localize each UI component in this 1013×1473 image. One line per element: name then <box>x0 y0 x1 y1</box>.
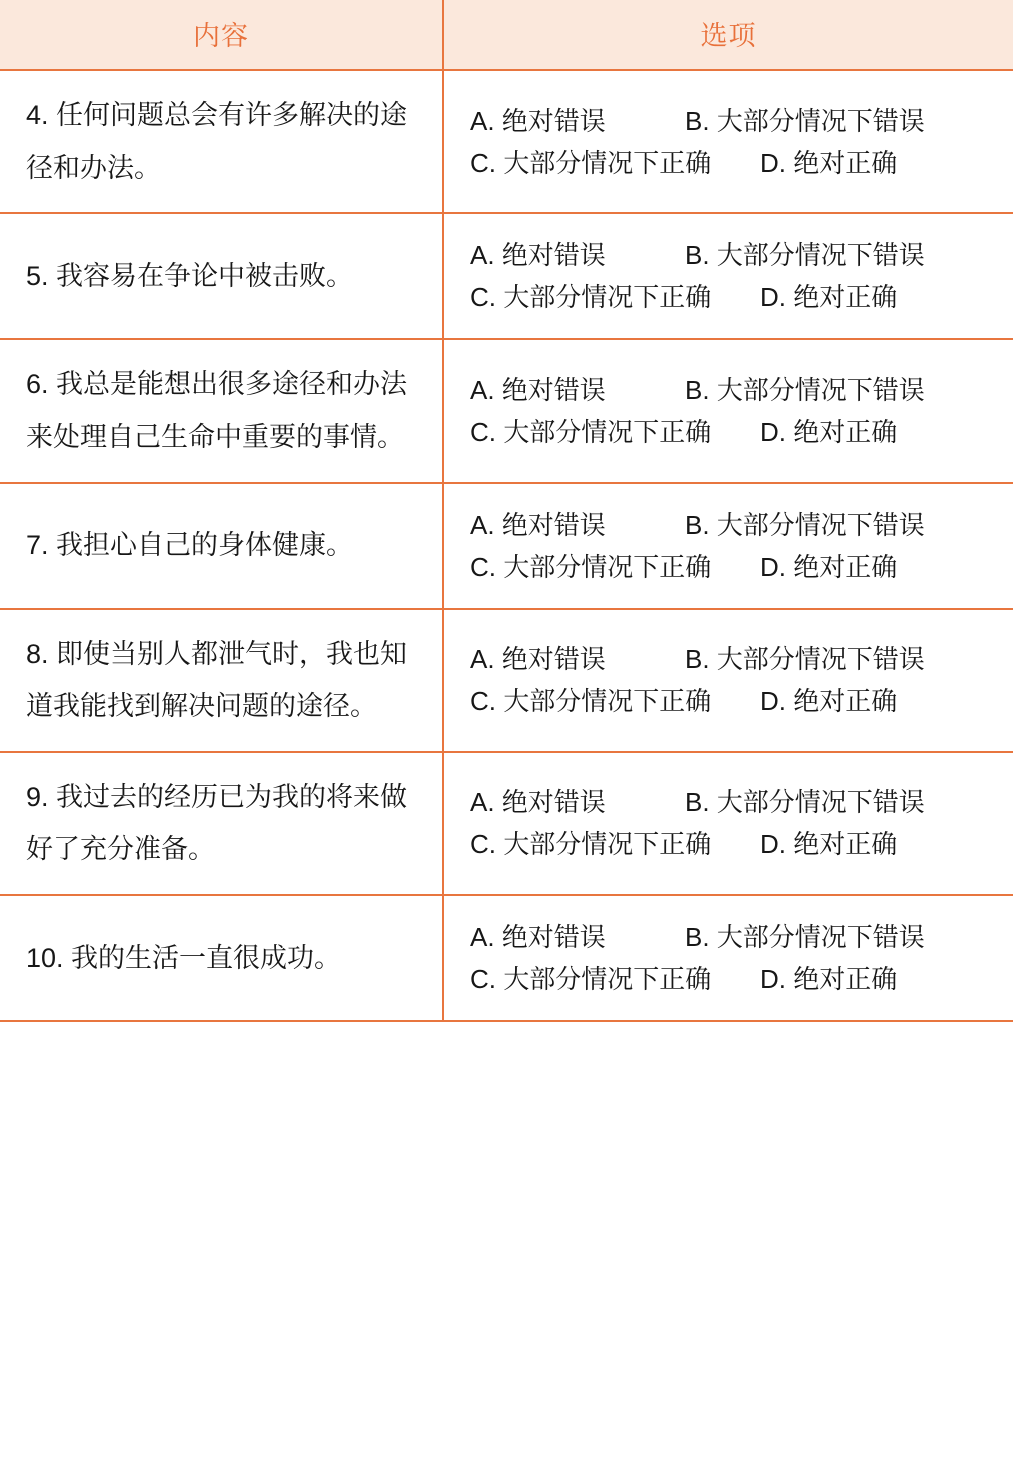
option-c[interactable]: C. 大部分情况下正确 <box>470 964 712 995</box>
option-row-cd <box>470 282 999 313</box>
option-c[interactable]: C. 大部分情况下正确 <box>470 282 712 313</box>
option-row-cd <box>470 829 999 860</box>
option-b[interactable]: B. 大部分情况下错误 <box>685 105 925 136</box>
option-d[interactable]: D. 绝对正确 <box>760 551 898 582</box>
table-row <box>0 339 1013 482</box>
option-c[interactable]: C. 大部分情况下正确 <box>470 829 712 860</box>
option-a[interactable]: A. 绝对错误 <box>470 922 606 953</box>
table-body <box>0 70 1013 1021</box>
option-row-ab <box>470 787 999 818</box>
option-row-cd <box>470 551 999 582</box>
option-d[interactable]: D. 绝对正确 <box>760 147 898 178</box>
option-row-ab <box>470 374 999 405</box>
question-text: 7. 我担心自己的身体健康。 <box>0 483 443 609</box>
option-b[interactable]: B. 大部分情况下错误 <box>685 374 925 405</box>
option-d[interactable]: D. 绝对正确 <box>760 829 898 860</box>
table-row <box>0 483 1013 609</box>
option-a[interactable]: A. 绝对错误 <box>470 787 606 818</box>
table-row <box>0 213 1013 339</box>
column-header-options: 选项 <box>443 0 1013 70</box>
option-a[interactable]: A. 绝对错误 <box>470 240 606 271</box>
option-c[interactable]: C. 大部分情况下正确 <box>470 416 712 447</box>
question-text: 8. 即使当别人都泄气时，我也知道我能找到解决问题的途径。 <box>0 609 443 752</box>
table-row <box>0 609 1013 752</box>
question-text: 10. 我的生活一直很成功。 <box>0 895 443 1021</box>
option-b[interactable]: B. 大部分情况下错误 <box>685 240 925 271</box>
option-b[interactable]: B. 大部分情况下错误 <box>685 644 925 675</box>
question-text: 4. 任何问题总会有许多解决的途径和办法。 <box>0 70 443 213</box>
answer-options <box>443 609 1013 752</box>
answer-options <box>443 213 1013 339</box>
option-b[interactable]: B. 大部分情况下错误 <box>685 787 925 818</box>
option-d[interactable]: D. 绝对正确 <box>760 416 898 447</box>
table-row <box>0 752 1013 895</box>
bottom-spacer <box>0 1022 1013 1046</box>
question-text: 9. 我过去的经历已为我的将来做好了充分准备。 <box>0 752 443 895</box>
option-c[interactable]: C. 大部分情况下正确 <box>470 686 712 717</box>
answer-options <box>443 70 1013 213</box>
option-d[interactable]: D. 绝对正确 <box>760 282 898 313</box>
option-d[interactable]: D. 绝对正确 <box>760 686 898 717</box>
answer-options <box>443 339 1013 482</box>
question-text: 5. 我容易在争论中被击败。 <box>0 213 443 339</box>
option-c[interactable]: C. 大部分情况下正确 <box>470 147 712 178</box>
answer-options <box>443 752 1013 895</box>
option-row-ab <box>470 922 999 953</box>
option-row-cd <box>470 147 999 178</box>
option-a[interactable]: A. 绝对错误 <box>470 105 606 136</box>
table-header <box>0 0 1013 70</box>
table-row <box>0 895 1013 1021</box>
option-d[interactable]: D. 绝对正确 <box>760 964 898 995</box>
option-row-cd <box>470 416 999 447</box>
column-header-content: 内容 <box>0 0 443 70</box>
answer-options <box>443 483 1013 609</box>
option-a[interactable]: A. 绝对错误 <box>470 644 606 675</box>
answer-options <box>443 895 1013 1021</box>
option-row-ab <box>470 509 999 540</box>
option-row-ab <box>470 105 999 136</box>
question-text: 6. 我总是能想出很多途径和办法来处理自己生命中重要的事情。 <box>0 339 443 482</box>
option-row-cd <box>470 686 999 717</box>
option-c[interactable]: C. 大部分情况下正确 <box>470 551 712 582</box>
table-row <box>0 70 1013 213</box>
option-b[interactable]: B. 大部分情况下错误 <box>685 509 925 540</box>
option-a[interactable]: A. 绝对错误 <box>470 509 606 540</box>
option-row-ab <box>470 240 999 271</box>
option-row-ab <box>470 644 999 675</box>
option-row-cd <box>470 964 999 995</box>
option-a[interactable]: A. 绝对错误 <box>470 374 606 405</box>
option-b[interactable]: B. 大部分情况下错误 <box>685 922 925 953</box>
